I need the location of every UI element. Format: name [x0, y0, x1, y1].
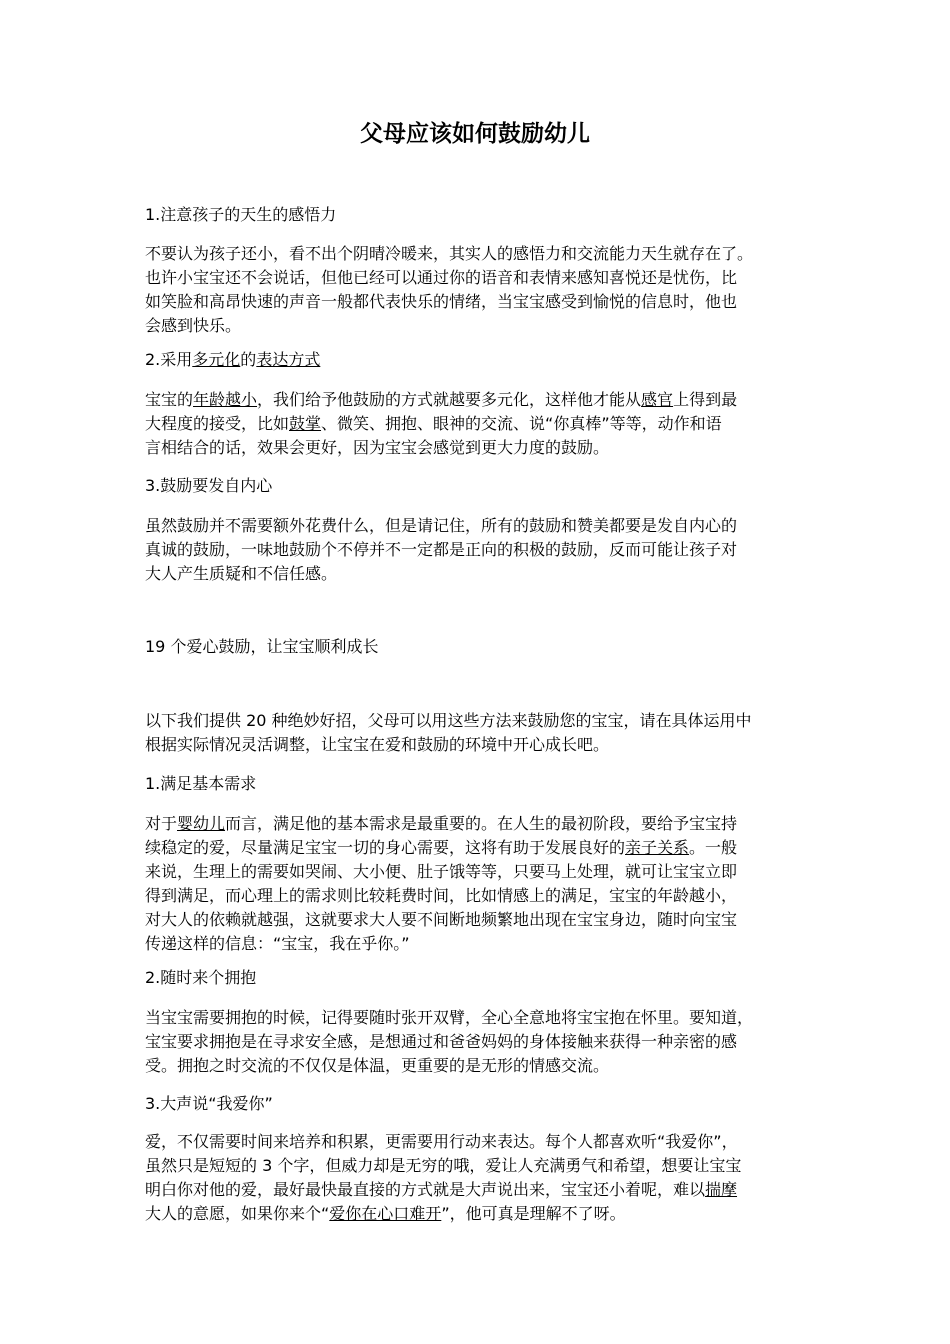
text-line	[145, 538, 810, 562]
text-run: 而言，满足他的基本需求是最重要的。在人生的最初阶段，要给予宝宝持	[225, 814, 738, 833]
section-heading	[145, 348, 810, 372]
text-line	[145, 242, 810, 266]
text-run: 以下我们提供 20 种绝妙好招，父母可以用这些方法来鼓励您的宝宝，请在具体运用中	[145, 711, 752, 730]
section-heading	[145, 772, 810, 796]
text-line	[145, 474, 810, 498]
text-run: 对大人的依赖就越强，这就要求大人要不间断地频繁地出现在宝宝身边，随时向宝宝	[145, 910, 738, 929]
text-run: 3.大声说“我爱你”	[145, 1094, 273, 1113]
text-run: 会感到快乐。	[145, 316, 242, 335]
text-line	[145, 514, 810, 538]
text-run: 明白你对他的爱，最好最快最直接的方式就是大声说出来，宝宝还小着呢，难以	[145, 1180, 706, 1199]
text-run: 虽然鼓励并不需要额外花费什么，但是请记住，所有的鼓励和赞美都要是发自内心的	[145, 516, 738, 535]
paragraph	[145, 242, 810, 338]
underlined-term: 爱你在心口难开	[329, 1204, 442, 1223]
text-line	[145, 314, 810, 338]
paragraph	[145, 1006, 810, 1078]
text-run: 1.满足基本需求	[145, 774, 257, 793]
text-line	[145, 1092, 810, 1116]
text-line	[145, 290, 810, 314]
text-run: 续稳定的爱，尽量满足宝宝一切的身心需要，这将有助于发展良好的	[145, 838, 626, 857]
text-line	[145, 932, 810, 956]
intro-paragraph	[145, 709, 810, 757]
text-run: 真诚的鼓励，一味地鼓励个不停并不一定都是正向的积极的鼓励，反而可能让孩子对	[145, 540, 738, 559]
text-run: 大人的意愿，如果你来个“	[145, 1204, 330, 1223]
underlined-term: 揣摩	[705, 1180, 738, 1199]
text-run: ”，他可真是理解不了呀。	[441, 1204, 626, 1223]
underlined-term: 鼓掌	[289, 414, 322, 433]
text-run: 对于	[145, 814, 178, 833]
text-run: 言相结合的话，效果会更好，因为宝宝会感觉到更大力度的鼓励。	[145, 438, 610, 457]
text-run: 上得到最	[673, 390, 738, 409]
text-line	[145, 436, 810, 460]
text-line	[145, 1130, 810, 1154]
underlined-term: 感官	[641, 390, 674, 409]
text-run: 2.随时来个拥抱	[145, 968, 257, 987]
text-line	[145, 412, 810, 436]
text-run: 虽然只是短短的 3 个字，但威力却是无穷的哦，爱让人充满勇气和希望，想要让宝宝	[145, 1156, 742, 1175]
text-line	[145, 1178, 810, 1202]
underlined-term: 婴幼儿	[177, 814, 226, 833]
text-run: 1.注意孩子的天生的感悟力	[145, 205, 337, 224]
underlined-term: 亲子关系	[625, 838, 690, 857]
text-line	[145, 266, 810, 290]
text-line	[145, 709, 810, 733]
text-run: 19 个爱心鼓励，让宝宝顺利成长	[145, 637, 379, 656]
text-line	[145, 860, 810, 884]
text-line	[145, 348, 810, 372]
text-run: 得到满足，而心理上的需求则比较耗费时间，比如情感上的满足，宝宝的年龄越小，	[145, 886, 738, 905]
section-heading	[145, 474, 810, 498]
text-line	[145, 733, 810, 757]
text-line	[145, 1154, 810, 1178]
text-run: 大人产生质疑和不信任感。	[145, 564, 338, 583]
text-run: 。一般	[689, 838, 738, 857]
text-line	[145, 966, 810, 990]
section-heading	[145, 966, 810, 990]
paragraph	[145, 514, 810, 586]
text-run: 宝宝的	[145, 390, 194, 409]
text-line	[145, 1202, 810, 1226]
text-run: 当宝宝需要拥抱的时候，记得要随时张开双臂，全心全意地将宝宝抱在怀里。要知道，	[145, 1008, 754, 1027]
paragraph	[145, 388, 810, 460]
text-run: 也许小宝宝还不会说话，但他已经可以通过你的语音和表情来感知喜悦还是忧伤，比	[145, 268, 738, 287]
text-line	[145, 812, 810, 836]
text-run: ，我们给予他鼓励的方式就越要多元化，这样他才能从	[257, 390, 642, 409]
text-run: 传递这样的信息：“宝宝，我在乎你。”	[145, 934, 410, 953]
text-run: 受。拥抱之时交流的不仅仅是体温，更重要的是无形的情感交流。	[145, 1056, 610, 1075]
text-run: 如笑脸和高昂快速的声音一般都代表快乐的情绪，当宝宝感受到愉悦的信息时，他也	[145, 292, 738, 311]
text-run: 宝宝要求拥抱是在寻求安全感，是想通过和爸爸妈妈的身体接触来获得一种亲密的感	[145, 1032, 738, 1051]
text-line	[145, 836, 810, 860]
text-run: 2.采用	[145, 350, 193, 369]
text-line	[145, 635, 810, 659]
text-line	[145, 203, 810, 227]
text-run: 的	[240, 350, 257, 369]
text-run: 爱，不仅需要时间来培养和积累，更需要用行动来表达。每个人都喜欢听“我爱你”，	[145, 1132, 738, 1151]
text-run: 、微笑、拥抱、眼神的交流、说“你真棒”等等，动作和语	[321, 414, 722, 433]
underlined-term: 表达方式	[256, 350, 321, 369]
text-line	[145, 1006, 810, 1030]
text-line	[145, 884, 810, 908]
text-line	[145, 562, 810, 586]
text-run: 根据实际情况灵活调整，让宝宝在爱和鼓励的环境中开心成长吧。	[145, 735, 610, 754]
text-line	[145, 1030, 810, 1054]
text-run: 大程度的接受，比如	[145, 414, 290, 433]
paragraph	[145, 812, 810, 956]
text-run: 不要认为孩子还小，看不出个阴晴冷暖来，其实人的感悟力和交流能力天生就存在了。	[145, 244, 754, 263]
section-heading	[145, 203, 810, 227]
text-line	[145, 388, 810, 412]
text-run: 3.鼓励要发自内心	[145, 476, 273, 495]
paragraph	[145, 1130, 810, 1226]
underlined-term: 年龄越小	[193, 390, 258, 409]
text-line	[145, 1054, 810, 1078]
underlined-term: 多元化	[192, 350, 241, 369]
text-line	[145, 772, 810, 796]
text-line	[145, 908, 810, 932]
document-title: 父母应该如何鼓励幼儿	[360, 121, 590, 147]
section-heading	[145, 1092, 810, 1116]
text-run: 来说，生理上的需要如哭闹、大小便、肚子饿等等，只要马上处理，就可让宝宝立即	[145, 862, 738, 881]
subtitle-heading	[145, 635, 810, 659]
